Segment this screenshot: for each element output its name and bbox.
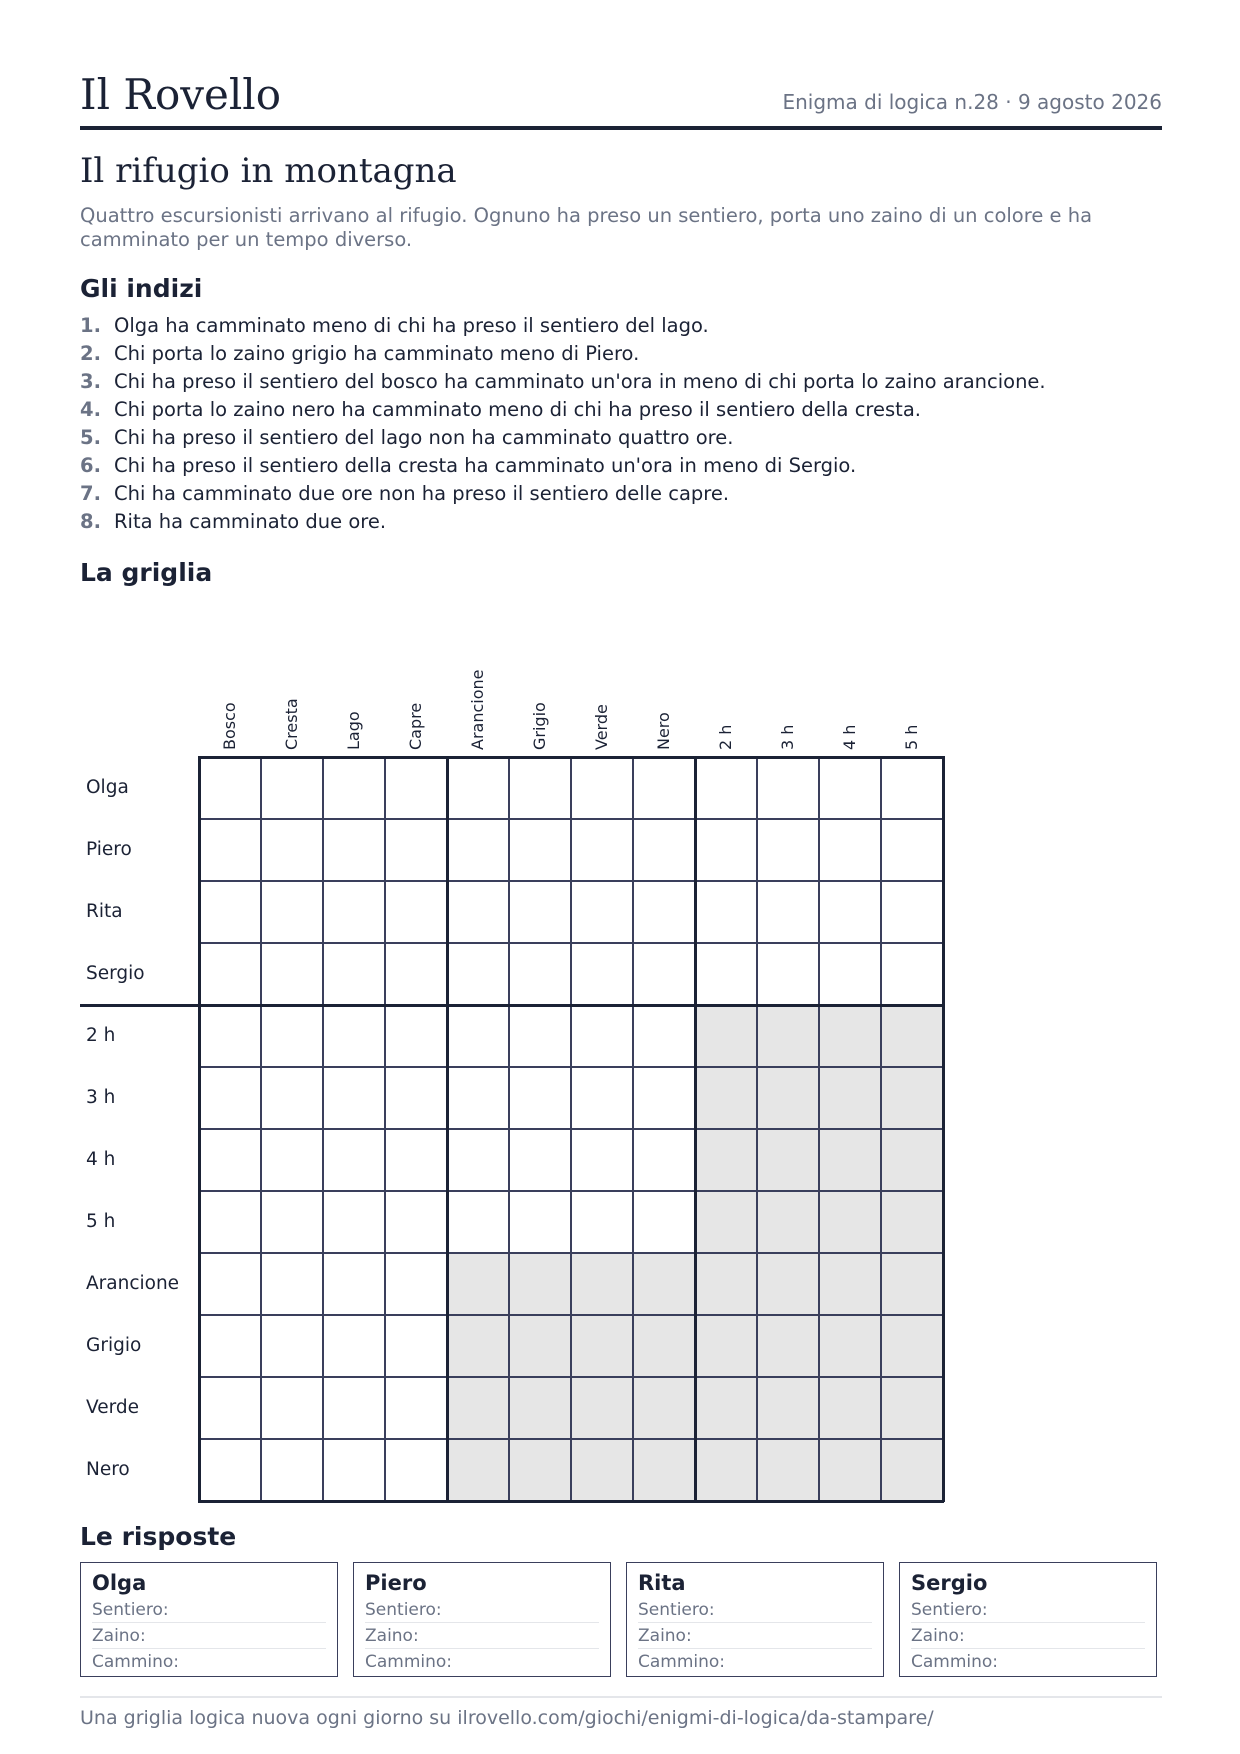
puzzle-title: Il rifugio in montagna bbox=[80, 151, 457, 191]
row-header-arancione: Arancione bbox=[86, 1273, 180, 1294]
grid-cell[interactable] bbox=[323, 1067, 385, 1129]
column-label: 2 h bbox=[716, 724, 735, 750]
grid-cell[interactable] bbox=[633, 1005, 695, 1067]
grid-border-top bbox=[198, 756, 944, 759]
clue-text: Olga ha camminato meno di chi ha preso il sentiero del lago. bbox=[114, 314, 709, 337]
grid-cell[interactable] bbox=[385, 1253, 447, 1315]
grid-cell[interactable] bbox=[819, 819, 881, 881]
grid-cell-blocked bbox=[633, 1253, 695, 1315]
grid-cell-blocked bbox=[695, 1439, 757, 1501]
grid-cell-blocked bbox=[881, 1439, 943, 1501]
grid-cell[interactable] bbox=[385, 1377, 447, 1439]
answer-person-name: Sergio bbox=[911, 1571, 988, 1595]
walk-field[interactable]: Cammino: bbox=[911, 1652, 999, 1672]
grid-cell[interactable] bbox=[385, 943, 447, 1005]
grid-cell[interactable] bbox=[509, 1129, 571, 1191]
grid-cell[interactable] bbox=[633, 1191, 695, 1253]
grid-cell[interactable] bbox=[447, 1191, 509, 1253]
path-field[interactable]: Sentiero: bbox=[365, 1597, 599, 1623]
column-label: Grigio bbox=[530, 702, 549, 750]
grid-cell-blocked bbox=[881, 1377, 943, 1439]
grid-cell[interactable] bbox=[881, 819, 943, 881]
issue-info: Enigma di logica n.28 · 9 agosto 2026 bbox=[782, 90, 1162, 114]
row-header-2-h: 2 h bbox=[86, 1025, 116, 1046]
grid-cell-blocked bbox=[819, 1191, 881, 1253]
grid-cell[interactable] bbox=[509, 881, 571, 943]
answer-card-olga bbox=[80, 1562, 338, 1677]
pack-field[interactable]: Zaino: bbox=[365, 1623, 599, 1649]
grid-cell-blocked bbox=[819, 1067, 881, 1129]
grid-cell[interactable] bbox=[323, 819, 385, 881]
row-header-3-h: 3 h bbox=[86, 1087, 116, 1108]
clues-heading: Gli indizi bbox=[80, 274, 203, 303]
clue-number: 8. bbox=[80, 510, 101, 533]
grid-cell-blocked bbox=[881, 1129, 943, 1191]
column-label: Cresta bbox=[282, 698, 301, 750]
grid-cell[interactable] bbox=[385, 881, 447, 943]
grid-cell[interactable] bbox=[571, 943, 633, 1005]
grid-cell-blocked bbox=[819, 1439, 881, 1501]
grid-cell[interactable] bbox=[323, 881, 385, 943]
column-label: Lago bbox=[344, 711, 363, 750]
row-header-grigio: Grigio bbox=[86, 1335, 142, 1356]
grid-cell[interactable] bbox=[385, 1191, 447, 1253]
grid-block-divider bbox=[446, 756, 449, 1502]
clue-number: 2. bbox=[80, 342, 101, 365]
grid-cell[interactable] bbox=[695, 881, 757, 943]
clue-number: 7. bbox=[80, 482, 101, 505]
grid-cell[interactable] bbox=[199, 1439, 261, 1501]
grid-cell-blocked bbox=[881, 1067, 943, 1129]
grid-cell[interactable] bbox=[323, 1129, 385, 1191]
grid-cell[interactable] bbox=[323, 1005, 385, 1067]
column-label: 3 h bbox=[778, 724, 797, 750]
walk-field[interactable]: Cammino: bbox=[92, 1652, 180, 1672]
answer-card-sergio bbox=[899, 1562, 1157, 1677]
grid-cell[interactable] bbox=[881, 881, 943, 943]
grid-cell[interactable] bbox=[199, 819, 261, 881]
grid-cell-blocked bbox=[757, 1067, 819, 1129]
grid-cell[interactable] bbox=[571, 757, 633, 819]
grid-cell[interactable] bbox=[385, 1005, 447, 1067]
grid-cell[interactable] bbox=[757, 943, 819, 1005]
grid-cell-blocked bbox=[819, 1253, 881, 1315]
grid-cell[interactable] bbox=[447, 1129, 509, 1191]
grid-cell-blocked bbox=[757, 1315, 819, 1377]
masthead bbox=[80, 70, 1162, 130]
grid-cell[interactable] bbox=[447, 819, 509, 881]
grid-cell[interactable] bbox=[385, 757, 447, 819]
grid-cell[interactable] bbox=[385, 1439, 447, 1501]
grid-cell[interactable] bbox=[509, 1067, 571, 1129]
grid-cell[interactable] bbox=[757, 757, 819, 819]
clue-text: Chi porta lo zaino grigio ha camminato meno di Piero. bbox=[114, 342, 640, 365]
grid-cell-blocked bbox=[819, 1005, 881, 1067]
grid-cell[interactable] bbox=[633, 1129, 695, 1191]
grid-cell[interactable] bbox=[447, 943, 509, 1005]
grid-cell[interactable] bbox=[261, 1191, 323, 1253]
grid-cell[interactable] bbox=[571, 881, 633, 943]
grid-cell[interactable] bbox=[881, 943, 943, 1005]
grid-cell[interactable] bbox=[323, 1315, 385, 1377]
grid-cell[interactable] bbox=[571, 1129, 633, 1191]
grid-cell-blocked bbox=[695, 1191, 757, 1253]
grid-cell[interactable] bbox=[199, 881, 261, 943]
grid-cell-blocked bbox=[509, 1439, 571, 1501]
grid-cell[interactable] bbox=[385, 1129, 447, 1191]
grid-cell[interactable] bbox=[199, 1067, 261, 1129]
grid-cell-blocked bbox=[571, 1315, 633, 1377]
grid-cell-blocked bbox=[447, 1377, 509, 1439]
grid-cell-blocked bbox=[695, 1377, 757, 1439]
clue-item bbox=[80, 340, 1170, 368]
grid-cell-blocked bbox=[819, 1377, 881, 1439]
grid-cell[interactable] bbox=[385, 1067, 447, 1129]
grid-cell-blocked bbox=[819, 1315, 881, 1377]
grid-cell[interactable] bbox=[261, 1129, 323, 1191]
grid-cell-blocked bbox=[633, 1439, 695, 1501]
grid-cell[interactable] bbox=[633, 943, 695, 1005]
grid-cell-blocked bbox=[695, 1253, 757, 1315]
grid-cell-blocked bbox=[633, 1315, 695, 1377]
clue-text: Rita ha camminato due ore. bbox=[114, 510, 387, 533]
pack-field[interactable]: Zaino: bbox=[911, 1623, 1145, 1649]
grid-cell[interactable] bbox=[757, 819, 819, 881]
row-header-5-h: 5 h bbox=[86, 1211, 116, 1232]
grid-cell[interactable] bbox=[881, 757, 943, 819]
grid-cell-blocked bbox=[447, 1439, 509, 1501]
grid-cell[interactable] bbox=[261, 1377, 323, 1439]
grid-border-right bbox=[942, 756, 945, 1502]
grid-cell-blocked bbox=[757, 1005, 819, 1067]
grid-cell[interactable] bbox=[819, 881, 881, 943]
grid-cell-blocked bbox=[881, 1191, 943, 1253]
clue-number: 3. bbox=[80, 370, 101, 393]
grid-cell[interactable] bbox=[323, 1253, 385, 1315]
grid-cell-blocked bbox=[447, 1253, 509, 1315]
column-label: Verde bbox=[592, 704, 611, 750]
clue-text: Chi ha preso il sentiero della cresta ha camminato un'ora in meno di Sergio. bbox=[114, 454, 857, 477]
grid-cell[interactable] bbox=[323, 757, 385, 819]
grid-cell[interactable] bbox=[199, 1253, 261, 1315]
grid-cell[interactable] bbox=[199, 943, 261, 1005]
path-field[interactable]: Sentiero: bbox=[92, 1597, 326, 1623]
grid-cell[interactable] bbox=[261, 1005, 323, 1067]
column-label: Nero bbox=[654, 712, 673, 750]
grid-cell[interactable] bbox=[571, 819, 633, 881]
grid-cell[interactable] bbox=[323, 1377, 385, 1439]
walk-field[interactable]: Cammino: bbox=[638, 1652, 726, 1672]
clue-text: Chi ha preso il sentiero del bosco ha camminato un'ora in meno di chi porta lo zaino arancione. bbox=[114, 370, 1046, 393]
clue-item bbox=[80, 396, 1170, 424]
row-header-olga: Olga bbox=[86, 777, 129, 798]
grid-cell[interactable] bbox=[199, 1129, 261, 1191]
grid-cell[interactable] bbox=[385, 819, 447, 881]
grid-cell-blocked bbox=[571, 1439, 633, 1501]
grid-cell[interactable] bbox=[633, 757, 695, 819]
grid-cell[interactable] bbox=[261, 1315, 323, 1377]
grid-border-left bbox=[198, 756, 201, 1502]
grid-cell[interactable] bbox=[819, 943, 881, 1005]
grid-cell[interactable] bbox=[199, 1191, 261, 1253]
grid-cell[interactable] bbox=[447, 881, 509, 943]
grid-block-divider bbox=[694, 756, 697, 1502]
grid-cell-blocked bbox=[509, 1377, 571, 1439]
footer-note: Una griglia logica nuova ogni giorno su ilrovello.com/giochi/enigmi-di-logica/da-stampare/ bbox=[80, 1696, 1162, 1730]
grid-heading: La griglia bbox=[80, 558, 213, 587]
grid-cell[interactable] bbox=[819, 757, 881, 819]
puzzle-intro: Quattro escursionisti arrivano al rifugio. Ognuno ha preso un sentiero, porta uno zaino di un colore e ha camminato per un tempo diverso. bbox=[80, 204, 1093, 251]
grid-cell-blocked bbox=[571, 1253, 633, 1315]
path-field[interactable]: Sentiero: bbox=[911, 1597, 1145, 1623]
grid-cell[interactable] bbox=[323, 943, 385, 1005]
clue-item bbox=[80, 312, 1170, 340]
grid-cell-blocked bbox=[695, 1315, 757, 1377]
grid-cell[interactable] bbox=[509, 757, 571, 819]
grid-cell-blocked bbox=[757, 1191, 819, 1253]
grid-cell[interactable] bbox=[261, 881, 323, 943]
clue-number: 5. bbox=[80, 426, 101, 449]
grid-cell-blocked bbox=[757, 1129, 819, 1191]
clue-item bbox=[80, 452, 1170, 480]
grid-border-bottom bbox=[198, 1500, 944, 1503]
grid-cell[interactable] bbox=[757, 881, 819, 943]
walk-field[interactable]: Cammino: bbox=[365, 1652, 453, 1672]
clue-number: 4. bbox=[80, 398, 101, 421]
grid-cell[interactable] bbox=[323, 1191, 385, 1253]
answer-person-name: Olga bbox=[92, 1571, 147, 1595]
clue-item bbox=[80, 480, 1170, 508]
brand-title: Il Rovello bbox=[80, 70, 282, 119]
answer-person-name: Rita bbox=[638, 1571, 686, 1595]
grid-cell-blocked bbox=[757, 1439, 819, 1501]
grid-cell-blocked bbox=[881, 1005, 943, 1067]
grid-cell[interactable] bbox=[509, 943, 571, 1005]
grid-block-divider bbox=[80, 1004, 943, 1007]
grid-cell-blocked bbox=[447, 1315, 509, 1377]
grid-cell-blocked bbox=[819, 1129, 881, 1191]
grid-cell-blocked bbox=[633, 1377, 695, 1439]
clue-list bbox=[80, 312, 1170, 536]
column-label: 5 h bbox=[902, 724, 921, 750]
grid-cell[interactable] bbox=[633, 1067, 695, 1129]
grid-cell[interactable] bbox=[199, 1377, 261, 1439]
grid-cell[interactable] bbox=[509, 1191, 571, 1253]
grid-cell[interactable] bbox=[447, 1067, 509, 1129]
grid-cell-blocked bbox=[695, 1067, 757, 1129]
grid-cell-blocked bbox=[571, 1377, 633, 1439]
grid-cell[interactable] bbox=[695, 757, 757, 819]
grid-cell[interactable] bbox=[509, 819, 571, 881]
column-label: Arancione bbox=[468, 669, 487, 750]
grid-cell[interactable] bbox=[261, 757, 323, 819]
grid-cell[interactable] bbox=[571, 1067, 633, 1129]
clue-item bbox=[80, 508, 1170, 536]
clue-number: 1. bbox=[80, 314, 101, 337]
grid-cell[interactable] bbox=[695, 819, 757, 881]
grid-cell[interactable] bbox=[261, 943, 323, 1005]
grid-cell[interactable] bbox=[633, 819, 695, 881]
grid-cell[interactable] bbox=[571, 1005, 633, 1067]
row-header-4-h: 4 h bbox=[86, 1149, 116, 1170]
column-label: 4 h bbox=[840, 724, 859, 750]
grid-cell-blocked bbox=[757, 1253, 819, 1315]
row-header-nero: Nero bbox=[86, 1459, 130, 1480]
clue-text: Chi ha preso il sentiero del lago non ha camminato quattro ore. bbox=[114, 426, 734, 449]
answers-heading: Le risposte bbox=[80, 1522, 237, 1551]
grid-cell[interactable] bbox=[199, 1315, 261, 1377]
grid-cell-blocked bbox=[695, 1129, 757, 1191]
grid-cell[interactable] bbox=[261, 1253, 323, 1315]
grid-cell[interactable] bbox=[571, 1191, 633, 1253]
row-header-sergio: Sergio bbox=[86, 963, 145, 984]
grid-cell-blocked bbox=[695, 1005, 757, 1067]
answer-card-rita bbox=[626, 1562, 884, 1677]
grid-cell[interactable] bbox=[447, 757, 509, 819]
answer-person-name: Piero bbox=[365, 1571, 427, 1595]
answer-card-piero bbox=[353, 1562, 611, 1677]
grid-cell[interactable] bbox=[199, 1005, 261, 1067]
pack-field[interactable]: Zaino: bbox=[638, 1623, 872, 1649]
clue-item bbox=[80, 368, 1170, 396]
row-header-piero: Piero bbox=[86, 839, 132, 860]
grid-cell[interactable] bbox=[323, 1439, 385, 1501]
column-label: Bosco bbox=[220, 702, 239, 750]
row-header-rita: Rita bbox=[86, 901, 123, 922]
pack-field[interactable]: Zaino: bbox=[92, 1623, 326, 1649]
grid-cell[interactable] bbox=[695, 943, 757, 1005]
grid-cell[interactable] bbox=[199, 757, 261, 819]
grid-cell[interactable] bbox=[261, 819, 323, 881]
grid-cell[interactable] bbox=[447, 1005, 509, 1067]
grid-cell[interactable] bbox=[385, 1315, 447, 1377]
grid-cell-blocked bbox=[757, 1377, 819, 1439]
grid-cell[interactable] bbox=[633, 881, 695, 943]
clue-number: 6. bbox=[80, 454, 101, 477]
column-label: Capre bbox=[406, 702, 425, 750]
clue-text: Chi porta lo zaino nero ha camminato meno di chi ha preso il sentiero della cresta. bbox=[114, 398, 921, 421]
clue-item bbox=[80, 424, 1170, 452]
grid-cell[interactable] bbox=[261, 1439, 323, 1501]
grid-cell[interactable] bbox=[261, 1067, 323, 1129]
grid-cell[interactable] bbox=[509, 1005, 571, 1067]
grid-cell-blocked bbox=[509, 1253, 571, 1315]
clue-text: Chi ha camminato due ore non ha preso il sentiero delle capre. bbox=[114, 482, 730, 505]
path-field[interactable]: Sentiero: bbox=[638, 1597, 872, 1623]
grid-cell-blocked bbox=[881, 1315, 943, 1377]
grid-cell-blocked bbox=[881, 1253, 943, 1315]
row-header-verde: Verde bbox=[86, 1397, 140, 1418]
grid-cell-blocked bbox=[509, 1315, 571, 1377]
